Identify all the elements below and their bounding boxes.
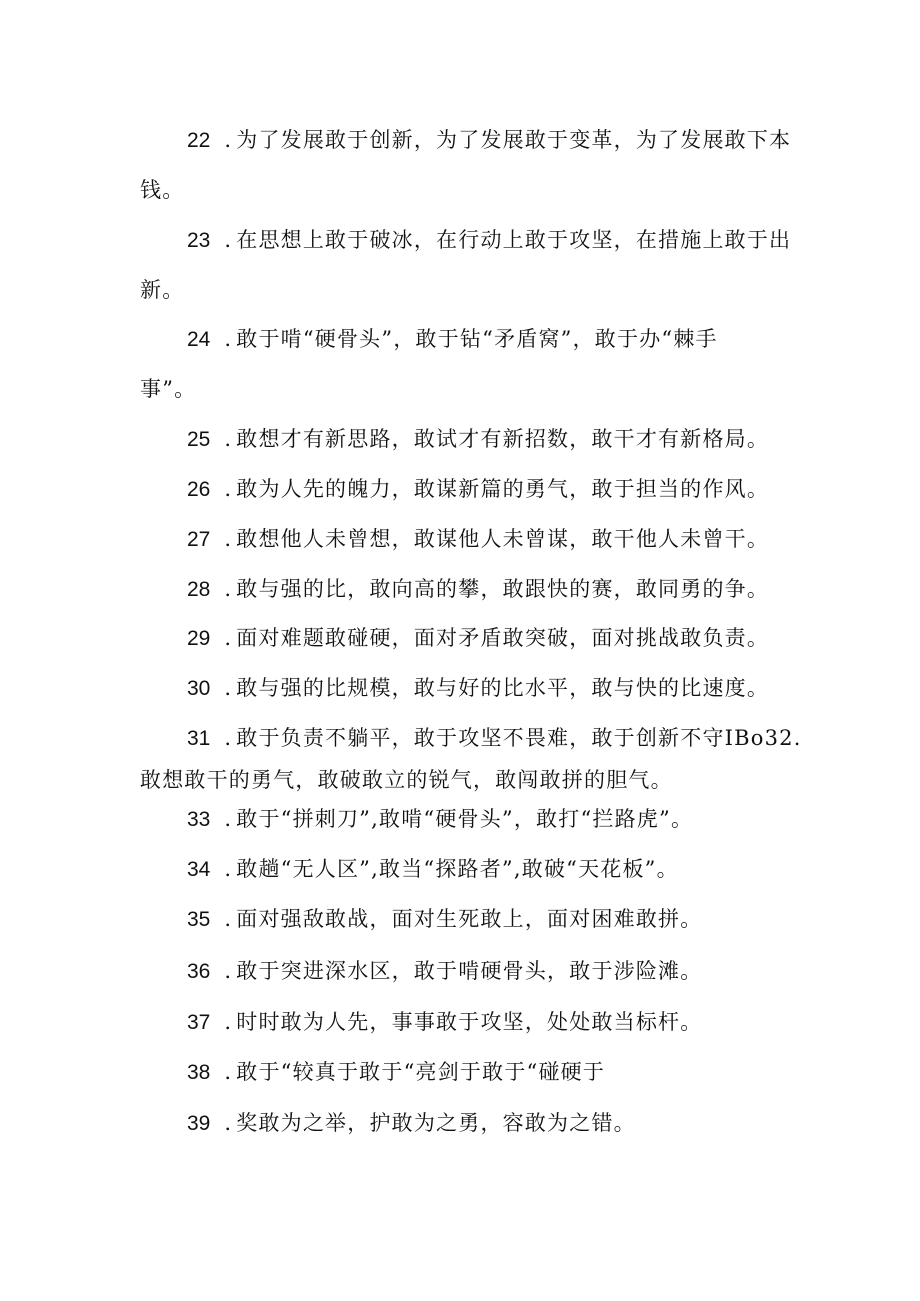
list-item-24: [187, 324, 837, 355]
list-item-23-continued: [140, 275, 790, 305]
item-number: 28: [187, 578, 211, 601]
item-number: 34: [187, 858, 211, 881]
item-separator: .: [224, 228, 233, 252]
item-text: 在思想上敢于破冰，在行动上敢于攻坚，在措施上敢于出: [236, 228, 792, 252]
list-item-22: [187, 125, 837, 156]
item-separator: .: [224, 527, 233, 551]
item-separator: .: [224, 676, 233, 700]
item-separator: .: [224, 626, 233, 650]
list-item-32: [140, 765, 790, 795]
item-text: 新。: [140, 278, 185, 302]
item-text: 敢想才有新思路，敢试才有新招数，敢干才有新格局。: [236, 427, 770, 451]
item-text: 敢趟“无人区”,敢当“探路者”,敢破“天花板”。: [236, 857, 679, 881]
list-item-35: [187, 904, 837, 935]
item-separator: .: [224, 726, 233, 750]
item-text: 敢想敢干的勇气，敢破敢立的锐气，敢闯敢拼的胆气。: [140, 768, 673, 792]
item-separator: .: [224, 577, 233, 601]
list-item-38: [187, 1057, 837, 1088]
item-text: 事”。: [140, 377, 197, 401]
list-item-26: [187, 474, 837, 505]
item-number: 25: [187, 428, 211, 451]
item-text: 敢为人先的魄力，敢谋新篇的勇气，敢于担当的作风。: [236, 477, 770, 501]
item-text: 敢与强的比，敢向高的攀，敢跟快的赛，敢同勇的争。: [236, 577, 770, 601]
item-number: 33: [187, 808, 211, 831]
item-number: 27: [187, 528, 211, 551]
item-text: 面对强敌敢战，面对生死敢上，面对困难敢拼。: [236, 907, 703, 931]
item-number: 35: [187, 908, 211, 931]
item-number: 24: [187, 328, 211, 351]
item-separator: .: [224, 907, 233, 931]
item-text: 敢与强的比规模，敢与好的比水平，敢与快的比速度。: [236, 676, 770, 700]
item-separator: .: [224, 128, 233, 152]
item-text: 敢于突进深水区，敢于啃硬骨头，敢于涉险滩。: [236, 959, 703, 983]
item-text: 敢于啃“硬骨头”，敢于钻“矛盾窝”，敢于办“棘手: [236, 327, 718, 351]
list-item-37: [187, 1007, 837, 1038]
item-separator: .: [224, 1060, 233, 1084]
item-number: 37: [187, 1011, 211, 1034]
item-separator: .: [224, 327, 233, 351]
item-number: 30: [187, 677, 211, 700]
list-item-23: [187, 225, 837, 256]
item-text: 奖敢为之举，护敢为之勇，容敢为之错。: [236, 1111, 636, 1135]
item-number: 36: [187, 960, 211, 983]
item-separator: .: [224, 427, 233, 451]
item-number: 22: [187, 129, 211, 152]
list-item-24-continued: [140, 374, 790, 404]
item-text: 时时敢为人先，事事敢于攻坚，处处敢当标杆。: [236, 1010, 703, 1034]
item-text: 面对难题敢碰硬，面对矛盾敢突破，面对挑战敢负责。: [236, 626, 770, 650]
list-item-27: [187, 524, 837, 555]
item-separator: .: [224, 807, 233, 831]
list-item-30: [187, 673, 837, 704]
item-text: 敢于“拼刺刀”,敢啃“硬骨头”，敢打“拦路虎”。: [236, 807, 694, 831]
list-item-25: [187, 424, 837, 455]
list-item-28: [187, 574, 837, 605]
list-item-33: [187, 804, 837, 835]
list-item-39: [187, 1108, 837, 1139]
list-item-31: [187, 723, 837, 754]
item-number: 29: [187, 627, 211, 650]
list-item-29: [187, 623, 837, 654]
list-item-36: [187, 956, 837, 987]
item-number: 26: [187, 478, 211, 501]
item-text: 为了发展敢于创新，为了发展敢于变革，为了发展敢下本: [236, 128, 792, 152]
item-text: 敢于“较真于敢于“亮剑于敢于“碰硬于: [236, 1060, 606, 1084]
item-separator: .: [224, 857, 233, 881]
item-text: 钱。: [140, 178, 185, 202]
item-number: 23: [187, 229, 211, 252]
item-number: 38: [187, 1061, 211, 1084]
item-separator: .: [224, 959, 233, 983]
item-separator: .: [224, 1010, 233, 1034]
item-separator: .: [224, 1111, 233, 1135]
item-text: 敢于负责不躺平，敢于攻坚不畏难，敢于创新不守IBo32.: [236, 726, 802, 750]
item-separator: .: [224, 477, 233, 501]
item-text: 敢想他人未曾想，敢谋他人未曾谋，敢干他人未曾干。: [236, 527, 770, 551]
item-number: 31: [187, 727, 211, 750]
list-item-22-continued: [140, 175, 790, 205]
item-number: 39: [187, 1112, 211, 1135]
list-item-34: [187, 854, 837, 885]
